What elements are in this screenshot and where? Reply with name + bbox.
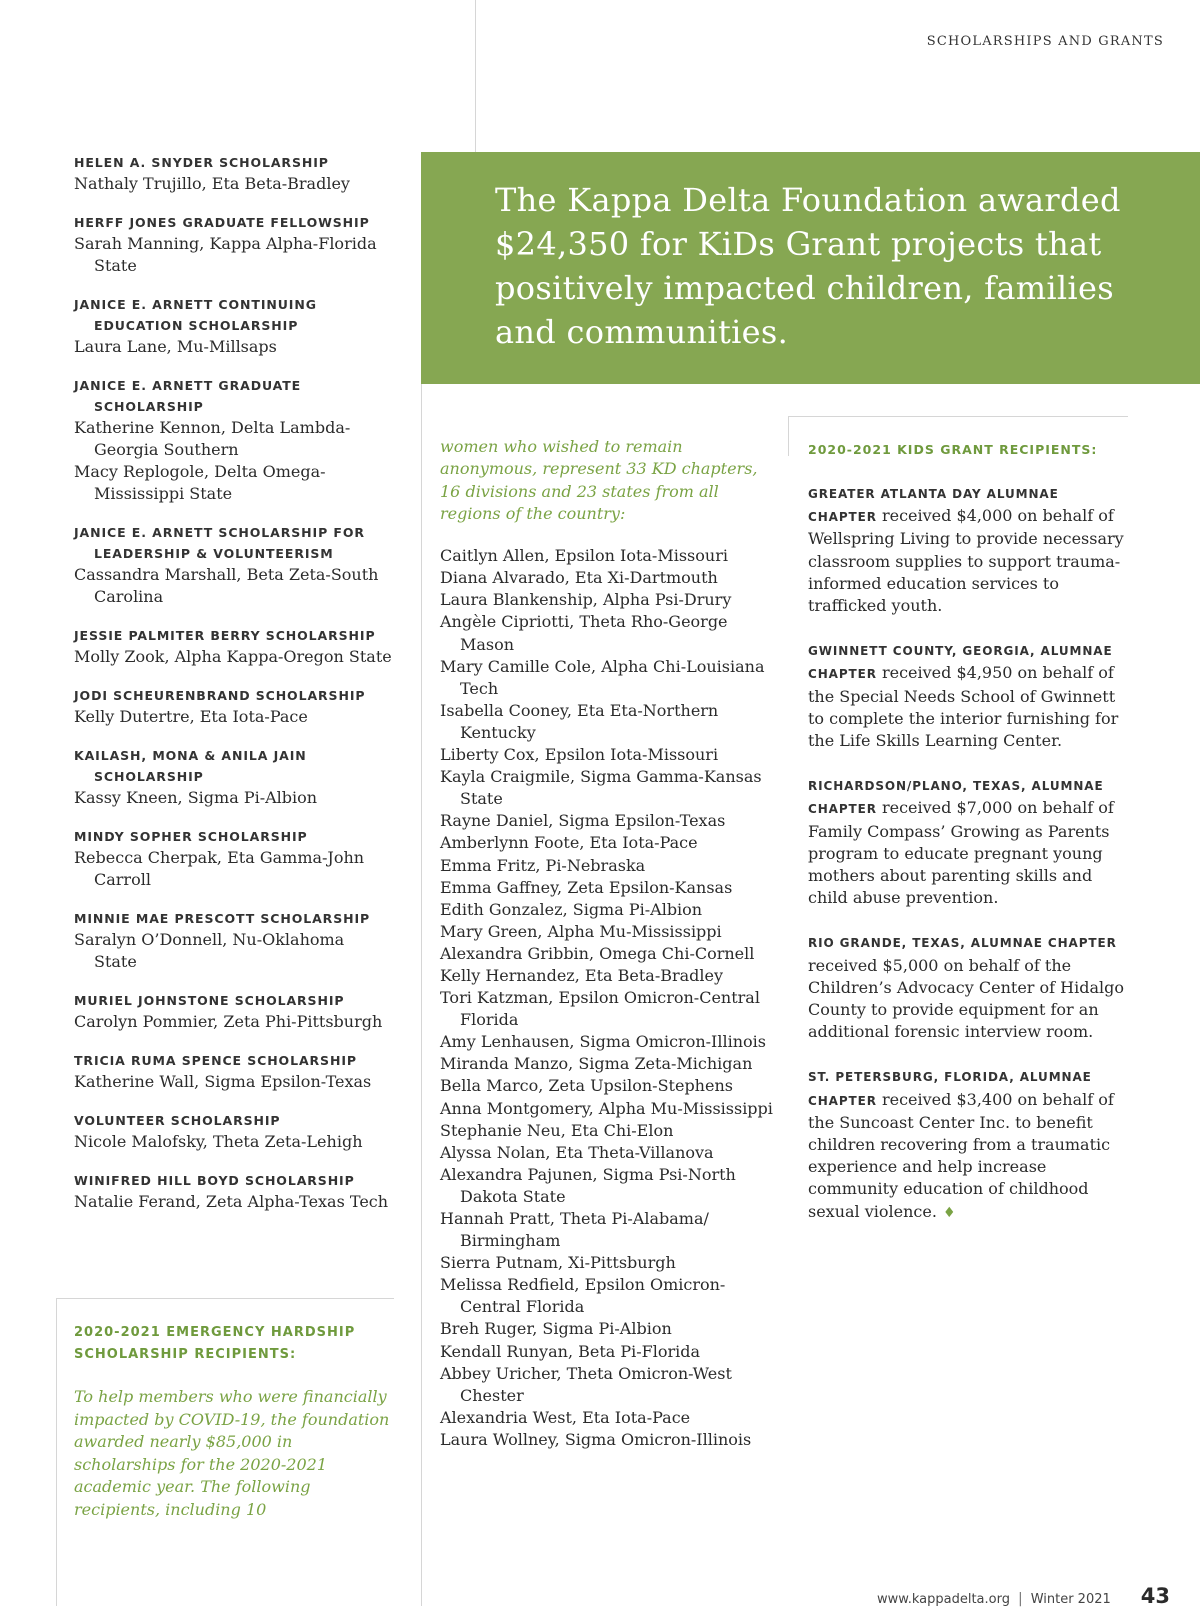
end-mark-icon: ♦ bbox=[942, 1204, 956, 1221]
grant-description: received $4,000 on behalf of Wellspring Living to provide necessary classroom supplies to support trauma-informed education services to trafficked youth. bbox=[808, 506, 1124, 616]
scholarship-recipient: Rebecca Cherpak, Eta Gamma-John Carroll bbox=[74, 848, 365, 889]
scholarship-recipient: Kelly Dutertre, Eta Iota-Pace bbox=[74, 707, 308, 726]
scholarship-recipient: Natalie Ferand, Zeta Alpha-Texas Tech bbox=[74, 1192, 389, 1211]
hardship-intro: To help members who were financially impacted by COVID-19, the foundation awarded nearly $85,000 in scholarships for the 2020-2021 academic year. The following recipients, including 10 bbox=[74, 1387, 390, 1519]
scholarship-title: TRICIA RUMA SPENCE SCHOLARSHIP bbox=[74, 1053, 357, 1068]
kids-grant-entry bbox=[808, 931, 1128, 1043]
scholarship-title: VOLUNTEER SCHOLARSHIP bbox=[74, 1113, 281, 1128]
page-number: 43 bbox=[1140, 1584, 1170, 1608]
scholarship-title: HELEN A. SNYDER SCHOLARSHIP bbox=[74, 155, 329, 170]
scholarship-entry bbox=[74, 990, 392, 1033]
scholarship-recipient: Cassandra Marshall, Beta Zeta-South Carolina bbox=[74, 565, 379, 606]
scholarship-title: MURIEL JOHNSTONE SCHOLARSHIP bbox=[74, 993, 345, 1008]
hardship-recipient: Alyssa Nolan, Eta Theta-Villanova bbox=[440, 1142, 714, 1162]
hardship-recipient: Edith Gonzalez, Sigma Pi-Albion bbox=[440, 899, 703, 919]
kids-grant-heading: 2020-2021 KIDS GRANT RECIPIENTS: bbox=[808, 442, 1098, 457]
kids-grant-list bbox=[808, 482, 1128, 1224]
hardship-recipient: Anna Montgomery, Alpha Mu-Mississippi bbox=[440, 1098, 773, 1118]
hardship-recipient: Liberty Cox, Epsilon Iota-Missouri bbox=[440, 745, 719, 765]
scholarship-entry bbox=[74, 152, 392, 195]
hardship-recipient: Isabella Cooney, Eta Eta-Northern Kentucky bbox=[440, 700, 719, 742]
scholarship-title: JODI SCHEURENBRAND SCHOLARSHIP bbox=[74, 688, 366, 703]
hardship-heading: 2020-2021 EMERGENCY HARDSHIP SCHOLARSHIP RECIPIENTS: bbox=[74, 1325, 356, 1362]
hardship-recipient: Melissa Redfield, Epsilon Omicron-Central Florida bbox=[440, 1275, 726, 1317]
hardship-recipient: Abbey Uricher, Theta Omicron-West Chester bbox=[440, 1363, 732, 1405]
hardship-recipient-column bbox=[440, 436, 780, 1451]
kids-grant-entry bbox=[808, 482, 1128, 617]
hardship-recipient: Miranda Manzo, Sigma Zeta-Michigan bbox=[440, 1054, 753, 1074]
scholarship-title: KAILASH, MONA & ANILA JAIN SCHOLARSHIP bbox=[74, 748, 307, 784]
grant-chapter: ST. PETERSBURG, FLORIDA, ALUMNAE CHAPTER bbox=[808, 1070, 1092, 1108]
scholarship-title: JANICE E. ARNETT GRADUATE SCHOLARSHIP bbox=[74, 378, 302, 414]
hardship-recipient: Kendall Runyan, Beta Pi-Florida bbox=[440, 1341, 701, 1361]
kids-grant-entry bbox=[808, 1065, 1128, 1223]
hardship-recipient: Alexandria West, Eta Iota-Pace bbox=[440, 1407, 691, 1427]
grant-description: received $3,400 on behalf of the Suncoast Center Inc. to benefit children recovering from a traumatic experience and help increase community education of childhood sexual violence. bbox=[808, 1089, 1114, 1221]
grant-chapter: GREATER ATLANTA DAY ALUMNAE CHAPTER bbox=[808, 487, 1059, 525]
scholarship-title: WINIFRED HILL BOYD SCHOLARSHIP bbox=[74, 1173, 355, 1188]
scholarship-list bbox=[74, 152, 392, 1230]
column-rule-right bbox=[788, 416, 789, 456]
footer-issue: Winter 2021 bbox=[1030, 1592, 1111, 1607]
kids-grant-divider bbox=[788, 416, 1128, 417]
running-head: SCHOLARSHIPS AND GRANTS bbox=[926, 34, 1164, 49]
scholarship-entry bbox=[74, 294, 392, 358]
hardship-recipient: Tori Katzman, Epsilon Omicron-Central Florida bbox=[440, 988, 760, 1030]
scholarship-entry bbox=[74, 212, 392, 277]
hardship-recipient-list bbox=[440, 545, 780, 1451]
scholarship-recipient: Katherine Wall, Sigma Epsilon-Texas bbox=[74, 1072, 372, 1091]
footer-separator: | bbox=[1017, 1591, 1023, 1607]
hardship-recipient: Alexandra Gribbin, Omega Chi-Cornell bbox=[440, 943, 755, 963]
kids-grant-entry bbox=[808, 774, 1128, 909]
grant-chapter: RIO GRANDE, TEXAS, ALUMNAE CHAPTER bbox=[808, 936, 1117, 951]
column-rule-middle bbox=[421, 384, 422, 1606]
hardship-recipient: Alexandra Pajunen, Sigma Psi-North Dakota State bbox=[440, 1164, 736, 1206]
hardship-recipient: Kelly Hernandez, Eta Beta-Bradley bbox=[440, 965, 724, 985]
scholarship-title: JANICE E. ARNETT CONTINUING EDUCATION SCHOLARSHIP bbox=[74, 297, 317, 333]
column-rule-left bbox=[56, 1298, 57, 1606]
hardship-recipient: Kayla Craigmile, Sigma Gamma-Kansas State bbox=[440, 767, 762, 809]
grant-description: received $5,000 on behalf of the Children’s Advocacy Center of Hidalgo County to provide equipment for an additional forensic interview room. bbox=[808, 955, 1125, 1042]
hardship-recipient: Caitlyn Allen, Epsilon Iota-Missouri bbox=[440, 546, 728, 566]
scholarship-title: MINNIE MAE PRESCOTT SCHOLARSHIP bbox=[74, 911, 371, 926]
scholarship-entry bbox=[74, 745, 392, 809]
scholarship-recipient: Nathaly Trujillo, Eta Beta-Bradley bbox=[74, 174, 350, 193]
scholarship-recipient: Molly Zook, Alpha Kappa-Oregon State bbox=[74, 647, 392, 666]
scholarship-title: JANICE E. ARNETT SCHOLARSHIP FOR LEADERSHIP & VOLUNTEERISM bbox=[74, 525, 365, 561]
scholarship-recipient: Katherine Kennon, Delta Lambda-Georgia Southern bbox=[74, 418, 351, 459]
pull-quote: The Kappa Delta Foundation awarded $24,350 for KiDs Grant projects that positively impacted children, families and communities. bbox=[495, 181, 1121, 351]
hardship-recipient: Amy Lenhausen, Sigma Omicron-Illinois bbox=[440, 1032, 766, 1052]
hardship-recipient: Laura Wollney, Sigma Omicron-Illinois bbox=[440, 1429, 752, 1449]
scholarship-recipient: Macy Replogole, Delta Omega-Mississippi State bbox=[74, 462, 326, 503]
scholarship-recipient: Saralyn O’Donnell, Nu-Oklahoma State bbox=[74, 930, 345, 971]
hardship-recipient: Hannah Pratt, Theta Pi-Alabama/ Birmingham bbox=[440, 1209, 709, 1251]
scholarship-recipient: Carolyn Pommier, Zeta Phi-Pittsburgh bbox=[74, 1012, 383, 1031]
kids-grant-entry bbox=[808, 639, 1128, 752]
footer-url[interactable]: www.kappadelta.org bbox=[877, 1592, 1010, 1607]
hardship-recipient: Emma Fritz, Pi-Nebraska bbox=[440, 855, 646, 875]
grant-description: received $7,000 on behalf of Family Compass’ Growing as Parents program to educate pregnant young mothers about parenting skills and child abuse prevention. bbox=[808, 798, 1114, 908]
scholarship-entry bbox=[74, 1110, 392, 1153]
hardship-recipient: Amberlynn Foote, Eta Iota-Pace bbox=[440, 833, 698, 853]
scholarship-title: HERFF JONES GRADUATE FELLOWSHIP bbox=[74, 215, 370, 230]
kids-grant-column bbox=[808, 440, 1128, 1246]
hardship-recipient: Angèle Cipriotti, Theta Rho-George Mason bbox=[440, 612, 728, 654]
scholarship-entry bbox=[74, 1170, 392, 1213]
hardship-divider bbox=[56, 1298, 394, 1299]
scholarship-entry bbox=[74, 685, 392, 728]
hardship-recipient: Breh Ruger, Sigma Pi-Albion bbox=[440, 1319, 672, 1339]
hardship-recipient: Diana Alvarado, Eta Xi-Dartmouth bbox=[440, 568, 718, 588]
scholarship-recipient: Kassy Kneen, Sigma Pi-Albion bbox=[74, 788, 318, 807]
scholarship-entry bbox=[74, 908, 392, 973]
grant-description: received $4,950 on behalf of the Special Needs School of Gwinnett to complete the interior furnishing for the Life Skills Learning Center. bbox=[808, 663, 1119, 751]
scholarship-entry bbox=[74, 1050, 392, 1093]
scholarship-entry bbox=[74, 522, 392, 608]
hardship-recipient: Stephanie Neu, Eta Chi-Elon bbox=[440, 1120, 674, 1140]
grant-chapter: GWINNETT COUNTY, GEORGIA, ALUMNAE CHAPTER bbox=[808, 644, 1113, 682]
hardship-intro-continued: women who wished to remain anonymous, represent 33 KD chapters, 16 divisions and 23 states from all regions of the country: bbox=[440, 437, 758, 523]
hardship-recipient: Mary Green, Alpha Mu-Mississippi bbox=[440, 921, 722, 941]
scholarship-recipient: Sarah Manning, Kappa Alpha-Florida State bbox=[74, 234, 377, 275]
column-rule-top bbox=[475, 0, 476, 152]
scholarship-recipient: Laura Lane, Mu-Millsaps bbox=[74, 337, 277, 356]
hardship-recipient: Mary Camille Cole, Alpha Chi-Louisiana Tech bbox=[440, 656, 765, 698]
hardship-recipient: Rayne Daniel, Sigma Epsilon-Texas bbox=[440, 811, 726, 831]
grant-chapter: RICHARDSON/PLANO, TEXAS, ALUMNAE CHAPTER bbox=[808, 779, 1104, 817]
page-footer bbox=[877, 1584, 1170, 1608]
hardship-recipient: Bella Marco, Zeta Upsilon-Stephens bbox=[440, 1076, 733, 1096]
hardship-recipient: Laura Blankenship, Alpha Psi-Drury bbox=[440, 590, 732, 610]
scholarship-title: MINDY SOPHER SCHOLARSHIP bbox=[74, 829, 308, 844]
scholarship-title: JESSIE PALMITER BERRY SCHOLARSHIP bbox=[74, 628, 376, 643]
scholarship-recipient: Nicole Malofsky, Theta Zeta-Lehigh bbox=[74, 1132, 363, 1151]
scholarship-entry bbox=[74, 625, 392, 668]
hardship-recipient: Emma Gaffney, Zeta Epsilon-Kansas bbox=[440, 877, 733, 897]
hardship-recipient: Sierra Putnam, Xi-Pittsburgh bbox=[440, 1253, 676, 1273]
scholarship-entry bbox=[74, 826, 392, 891]
scholarship-entry bbox=[74, 375, 392, 505]
